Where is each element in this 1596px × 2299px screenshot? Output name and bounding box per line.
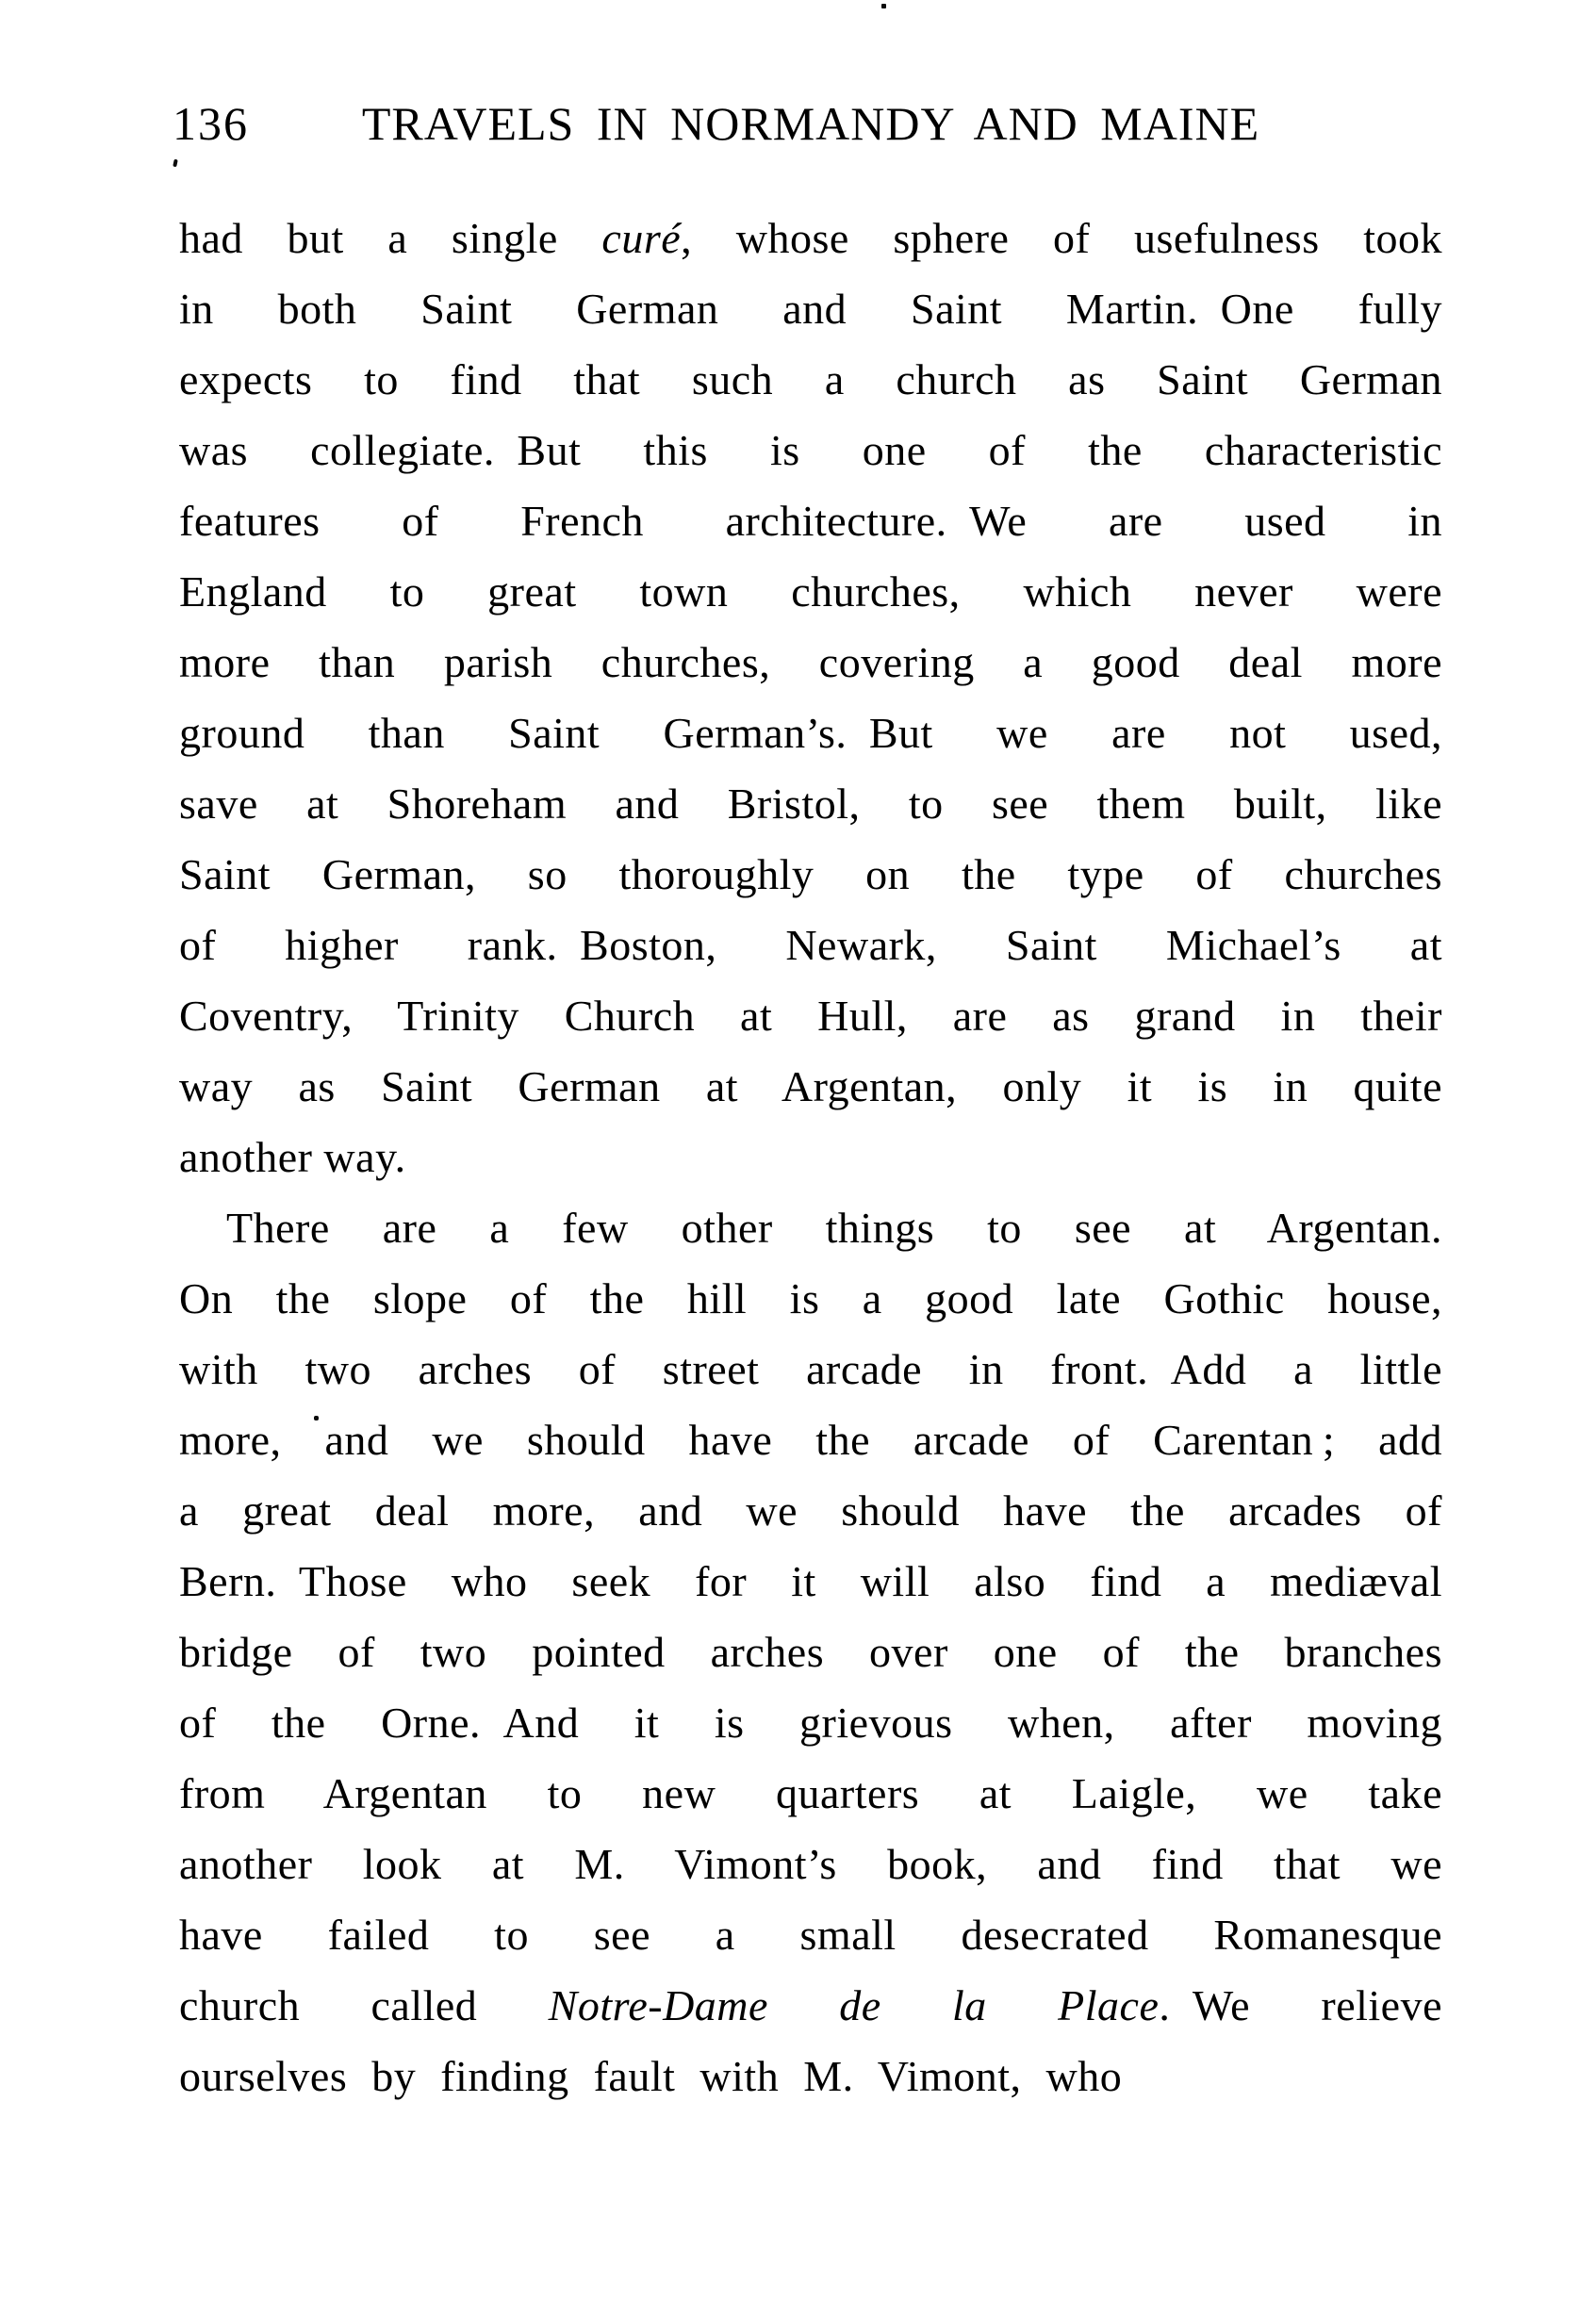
text-line [179, 1617, 1442, 1687]
text-line [179, 839, 1442, 910]
page-number: 136 [173, 97, 249, 150]
line-text: way as Saint German at Argentan, only it is in quite [179, 1062, 1442, 1110]
line-text: ground than Saint German’s. But we are not used, [179, 709, 1442, 757]
line-text: ourselves by finding fault with M. Vimont, who [179, 2052, 1123, 2100]
text-line [179, 1404, 1442, 1475]
text-line [179, 415, 1442, 485]
text-line [179, 1758, 1442, 1829]
line-text: with two arches of street arcade in front. Add a little [179, 1345, 1442, 1393]
text-line [179, 627, 1442, 698]
text-line [179, 698, 1442, 768]
scan-speck-top-icon [881, 4, 886, 8]
text-line [179, 1687, 1442, 1758]
text-line [179, 1122, 1442, 1192]
text-line [179, 1970, 1442, 2041]
text-line [179, 980, 1442, 1051]
paragraph-2 [179, 1192, 1442, 2111]
text-line [179, 1829, 1442, 1899]
text-line [179, 768, 1442, 839]
text-line [179, 1546, 1442, 1617]
line-text: of the Orne. And it is grievous when, after moving [179, 1699, 1442, 1747]
text-line [179, 910, 1442, 980]
page-header [173, 97, 1442, 156]
text-line [179, 556, 1442, 627]
line-text: more, and we should have the arcade of Carentan ; add [179, 1416, 1442, 1464]
line-text: a great deal more, and we should have the arcades of [179, 1486, 1442, 1535]
text-line [179, 1899, 1442, 1970]
text-line [179, 1051, 1442, 1122]
line-text: another look at M. Vimont’s book, and find that we [179, 1840, 1442, 1888]
page-text [179, 203, 1442, 2111]
line-text: Bern. Those who seek for it will also find a mediæval [179, 1557, 1442, 1605]
line-text: save at Shoreham and Bristol, to see them built, like [179, 780, 1442, 828]
line-text: from Argentan to new quarters at Laigle, we take [179, 1769, 1442, 1817]
text-line [179, 485, 1442, 556]
line-text: , whose sphere of usefulness took [681, 214, 1442, 262]
scan-speck-under-folio-icon [173, 159, 178, 168]
line-text: There are a few other things to see at Argentan. [226, 1204, 1442, 1252]
text-line [179, 1263, 1442, 1334]
line-text: was collegiate. But this is one of the characteristic [179, 426, 1442, 474]
line-text: Coventry, Trinity Church at Hull, are as grand in their [179, 992, 1442, 1040]
line-text: another way. [179, 1133, 406, 1181]
running-title: TRAVELS IN NORMANDY AND MAINE [361, 97, 1260, 150]
italic-phrase: curé [601, 214, 682, 262]
line-text: England to great town churches, which never were [179, 567, 1442, 616]
text-line [179, 1334, 1442, 1404]
line-text: church called [179, 1981, 549, 2029]
italic-phrase: Notre-Dame de la Place [548, 1981, 1160, 2029]
line-text: . We relieve [1159, 1981, 1443, 2029]
line-text: expects to find that such a church as Saint German [179, 355, 1442, 403]
line-text: in both Saint German and Saint Martin. One fully [179, 285, 1442, 333]
line-text: bridge of two pointed arches over one of the branches [179, 1628, 1442, 1676]
line-text: have failed to see a small desecrated Romanesque [179, 1911, 1442, 1959]
line-text: Saint German, so thoroughly on the type of churches [179, 850, 1442, 898]
line-text: more than parish churches, covering a good deal more [179, 638, 1442, 686]
line-text: On the slope of the hill is a good late Gothic house, [179, 1274, 1442, 1322]
text-line [179, 1475, 1442, 1546]
line-text: had but a single [179, 214, 602, 262]
text-line [179, 203, 1442, 273]
line-text: of higher rank. Boston, Newark, Saint Michael’s at [179, 921, 1442, 969]
text-line [179, 273, 1442, 344]
line-text: features of French architecture. We are used in [179, 497, 1442, 545]
text-line [179, 344, 1442, 415]
text-line [179, 1192, 1442, 1263]
text-line [179, 2041, 1442, 2111]
paragraph-1 [179, 203, 1442, 1192]
